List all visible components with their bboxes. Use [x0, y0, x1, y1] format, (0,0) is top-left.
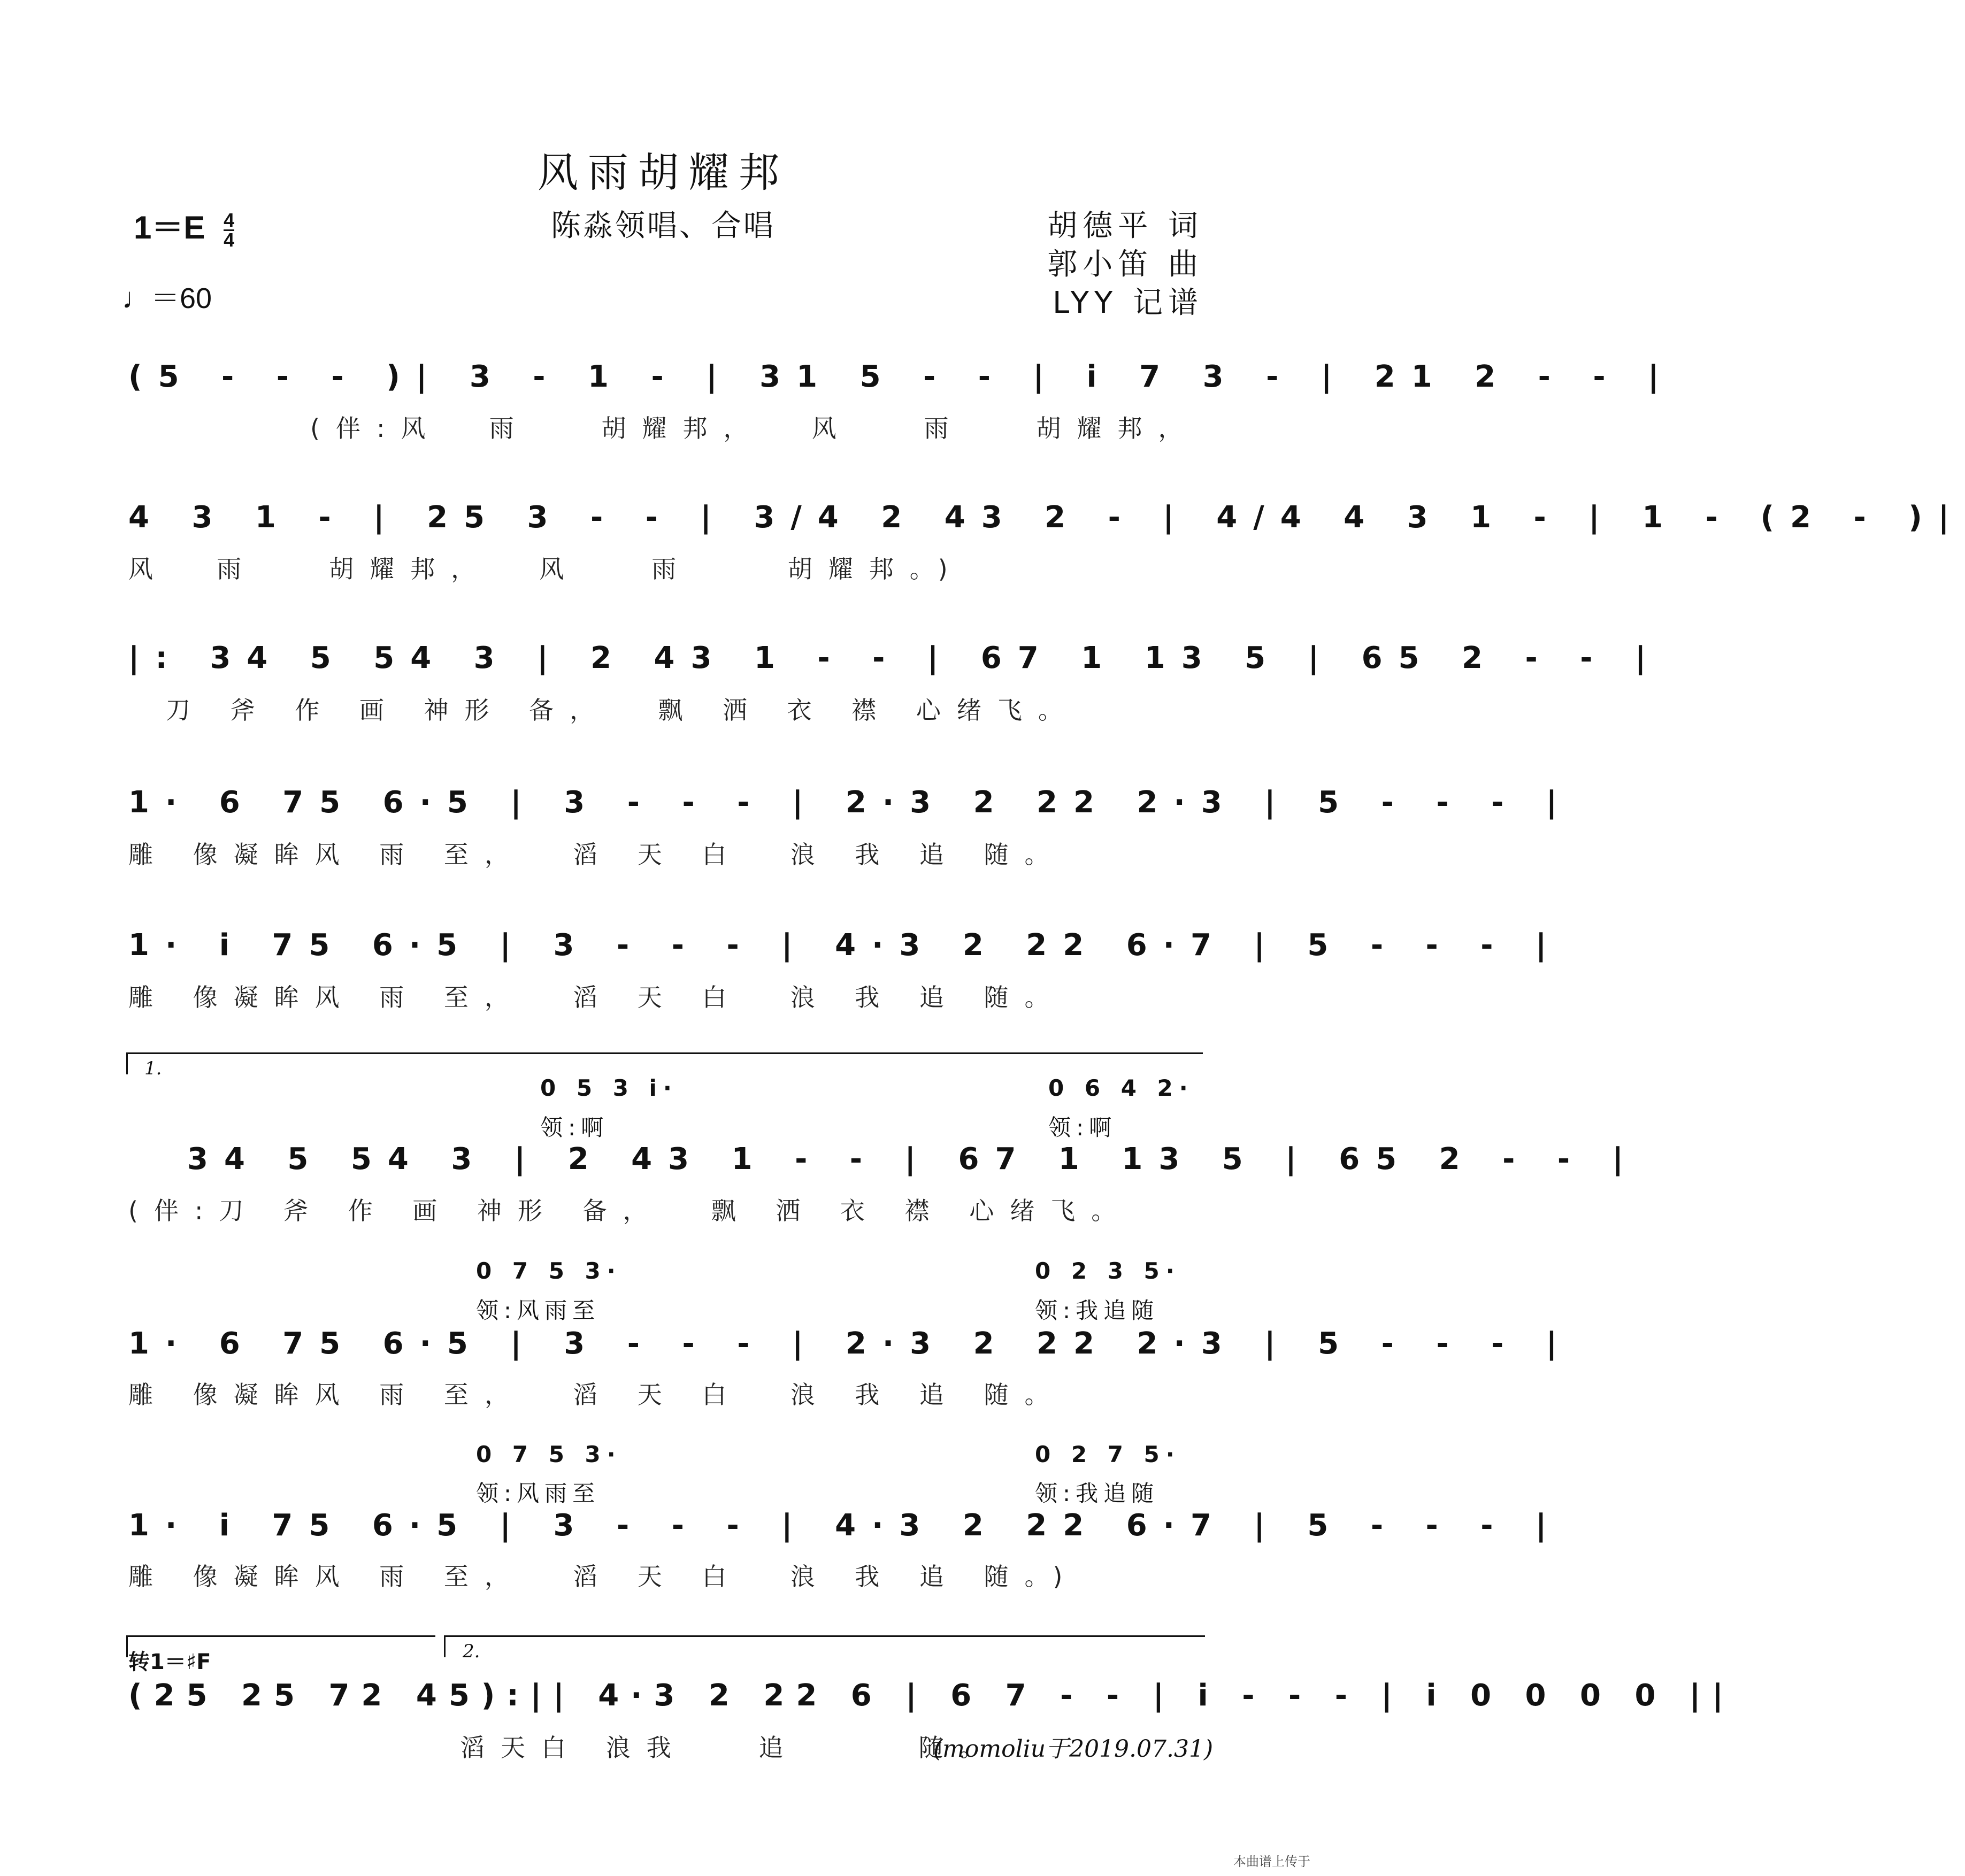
notation-line: 1· i 75 6·5 | 3 - - - | 4·3 2 22 6·7 | 5 - - - |	[128, 1508, 1563, 1543]
notation-line: 1· i 75 6·5 | 3 - - - | 4·3 2 22 6·7 | 5 - - - |	[128, 928, 1563, 963]
time-signature	[224, 211, 234, 249]
lyric-line: 刀 斧 作 画 神形 备， 飘 洒 衣 襟 心绪飞。	[166, 696, 1079, 725]
lyric-line: 雕 像凝眸风 雨 至， 滔 天 白 浪 我 追 随。	[128, 840, 1065, 869]
lead-notes: 0 2 3 5·	[1035, 1258, 1181, 1284]
time-sig-top: 4	[224, 209, 235, 231]
lyric-line: 风 雨 胡耀邦， 风 雨 胡耀邦。)	[128, 555, 964, 583]
lead-notes: 0 2 7 5·	[1035, 1441, 1181, 1467]
lyric-line: (伴:刀 斧 作 画 神形 备， 飘 洒 衣 襟 心绪飞。	[128, 1196, 1132, 1225]
lyric-line: (伴:风 雨 胡耀邦， 风 雨 胡耀邦，	[310, 414, 1199, 443]
tempo-marking: ♩＝60	[122, 282, 212, 314]
notation-line: (5 - - - )| 3 - 1 - | 31 5 - - | i 7 3 - | 21 2 - - |	[128, 359, 1675, 394]
page-subtitle: 陈淼领唱、合唱	[551, 209, 776, 243]
key-signature	[134, 202, 234, 249]
notation-line: 1· 6 75 6·5 | 3 - - - | 2·3 2 22 2·3 | 5 - - - |	[128, 1326, 1573, 1361]
lead-notes: 0 6 4 2·	[1048, 1075, 1194, 1101]
lead-notes: 0 7 5 3·	[476, 1441, 622, 1467]
volta-2-label: 2.	[463, 1641, 480, 1662]
page-title: 风雨胡耀邦	[538, 149, 789, 196]
lead-lyric: 领:风雨至	[476, 1480, 601, 1506]
volta-bracket-2	[444, 1635, 1205, 1657]
lead-lyric: 领:风雨至	[476, 1297, 601, 1324]
lead-lyric: 领:我追随	[1035, 1480, 1160, 1506]
volta-bracket-1	[126, 1052, 1203, 1074]
transcriber-credit: LYY 记谱	[1053, 286, 1203, 320]
notation-line: 1· 6 75 6·5 | 3 - - - | 2·3 2 22 2·3 | 5 - - - |	[128, 785, 1573, 820]
lead-lyric: 领:啊	[540, 1114, 609, 1141]
notation-line: |: 34 5 54 3 | 2 43 1 - - | 67 1 13 5 | 65 2 - - |	[128, 641, 1662, 675]
notation-line: 4 3 1 - | 25 3 - - | 3/4 2 43 2 - | 4/4 4 3 1 - | 1 - (2 - )|	[128, 500, 1965, 535]
lead-notes: 0 5 3 i·	[540, 1075, 678, 1101]
transcriber-signature: (momoliu于2019.07.31)	[933, 1735, 1214, 1763]
lyric-line: 滔天白 浪我 追 随。	[460, 1733, 1000, 1762]
volta-1-label: 1.	[144, 1058, 162, 1079]
lyricist-credit: 胡德平 词	[1047, 209, 1203, 243]
modulation-label: 转1＝♯F	[128, 1650, 211, 1674]
notation-line: 34 5 54 3 | 2 43 1 - - | 67 1 13 5 | 65 2 - - |	[187, 1142, 1640, 1177]
lead-lyric: 领:啊	[1048, 1114, 1117, 1141]
composer-credit: 郭小笛 曲	[1047, 247, 1203, 282]
lyric-line: 雕 像凝眸风 雨 至， 滔 天 白 浪 我 追 随。)	[128, 1562, 1079, 1591]
lyric-line: 雕 像凝眸风 雨 至， 滔 天 白 浪 我 追 随。	[128, 983, 1065, 1012]
footer-watermark: 本曲谱上传于	[1233, 1854, 1310, 1869]
lyric-line: 雕 像凝眸风 雨 至， 滔 天 白 浪 我 追 随。	[128, 1380, 1065, 1409]
time-sig-bottom: 4	[224, 228, 235, 251]
lead-lyric: 领:我追随	[1035, 1297, 1160, 1324]
key-label: 1＝E	[134, 210, 205, 245]
lead-notes: 0 7 5 3·	[476, 1258, 622, 1284]
notation-line: (25 25 72 45):|| 4·3 2 22 6 | 6 7 - - | i - - - | i 0 0 0 0 ||	[128, 1678, 1735, 1713]
